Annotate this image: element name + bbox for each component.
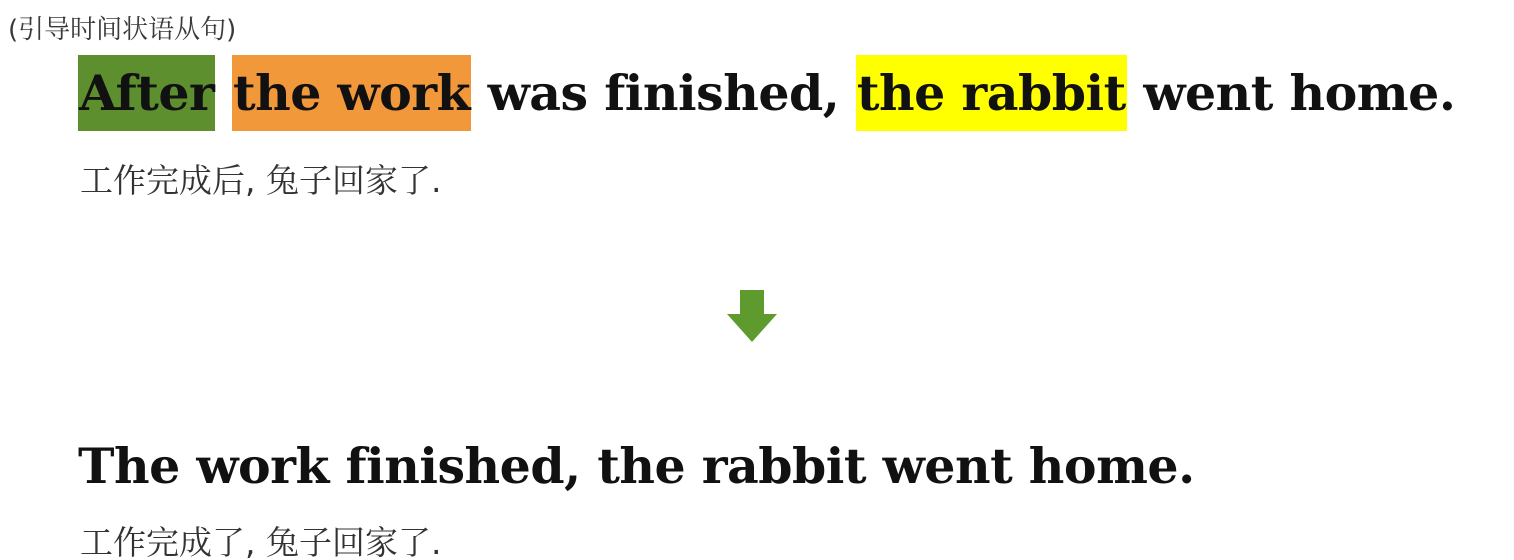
down-arrow-shape (727, 290, 777, 342)
main-rest: went home. (1143, 64, 1456, 122)
section-label: (引导时间状语从句) (8, 15, 237, 45)
down-arrow-icon (727, 290, 777, 342)
clause-subject-highlight: the work (232, 55, 471, 131)
absolute-translation: 工作完成了, 兔子回家了. (80, 523, 442, 560)
absolute-construction-sentence: The work finished, the rabbit went home. (78, 437, 1195, 495)
subordinator-highlight: After (78, 55, 215, 131)
clause-rest: was finished, (487, 64, 840, 122)
original-translation: 工作完成后, 兔子回家了. (80, 161, 442, 200)
original-sentence (78, 54, 1455, 132)
main-subject-highlight: the rabbit (856, 55, 1127, 131)
